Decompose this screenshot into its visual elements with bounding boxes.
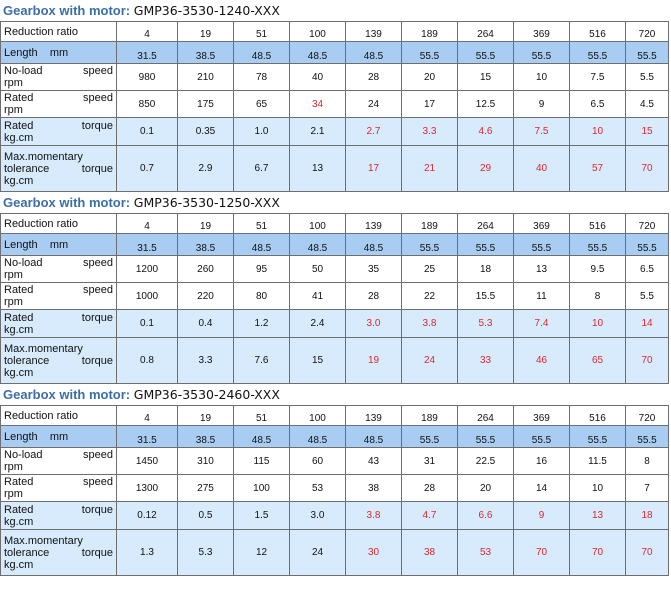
value-cell: 65 (570, 338, 626, 384)
value-cell: 100 (234, 475, 290, 502)
value-cell: 5.5 (626, 283, 669, 310)
value-cell: 20 (458, 475, 514, 502)
spec-section (0, 192, 671, 384)
length-row (1, 42, 669, 64)
value-cell: 18 (458, 256, 514, 283)
no-load-speed-row (1, 64, 669, 91)
value-cell: 38.5 (178, 426, 234, 448)
value-cell: 6.6 (458, 502, 514, 530)
value-cell: 4.6 (458, 118, 514, 146)
row-label: Rated speed rpm (1, 283, 117, 310)
value-cell: 5.5 (626, 64, 669, 91)
value-cell: 9 (514, 91, 570, 118)
no-load-speed-row (1, 256, 669, 283)
value-cell: 95 (234, 256, 290, 283)
value-cell: 2.1 (290, 118, 346, 146)
value-cell: 48.5 (346, 426, 402, 448)
value-cell: 264 (458, 214, 514, 234)
value-cell: 70 (626, 338, 669, 384)
value-cell: 0.8 (117, 338, 178, 384)
rated-speed-row (1, 91, 669, 118)
value-cell: 29 (458, 146, 514, 192)
section-title (0, 192, 671, 213)
spec-table (0, 21, 669, 192)
value-cell: 9 (514, 502, 570, 530)
value-cell: 7.4 (514, 310, 570, 338)
value-cell: 70 (626, 530, 669, 576)
value-cell: 4 (117, 22, 178, 42)
value-cell: 516 (570, 214, 626, 234)
value-cell: 14 (514, 475, 570, 502)
title-prefix: Gearbox with motor: (3, 195, 131, 210)
value-cell: 4 (117, 406, 178, 426)
value-cell: 22 (402, 283, 458, 310)
value-cell: 1.3 (117, 530, 178, 576)
section-title (0, 0, 671, 21)
value-cell: 28 (346, 283, 402, 310)
value-cell: 48.5 (346, 42, 402, 64)
row-label: Rated speed rpm (1, 475, 117, 502)
rated-torque-row (1, 502, 669, 530)
value-cell: 0.5 (178, 502, 234, 530)
value-cell: 0.4 (178, 310, 234, 338)
value-cell: 43 (346, 448, 402, 475)
value-cell: 22.5 (458, 448, 514, 475)
value-cell: 9.5 (570, 256, 626, 283)
reduction-ratio-row (1, 22, 669, 42)
value-cell: 55.5 (458, 234, 514, 256)
value-cell: 55.5 (514, 42, 570, 64)
value-cell: 516 (570, 22, 626, 42)
value-cell: 11.5 (570, 448, 626, 475)
value-cell: 65 (234, 91, 290, 118)
value-cell: 3.3 (402, 118, 458, 146)
value-cell: 48.5 (346, 234, 402, 256)
value-cell: 14 (626, 310, 669, 338)
row-label: Rated torque kg.cm (1, 310, 117, 338)
rated-torque-row (1, 118, 669, 146)
value-cell: 139 (346, 214, 402, 234)
value-cell: 19 (178, 214, 234, 234)
value-cell: 38 (402, 530, 458, 576)
value-cell: 7.5 (570, 64, 626, 91)
value-cell: 275 (178, 475, 234, 502)
value-cell: 1000 (117, 283, 178, 310)
model-number: GMP36-3530-1240-XXX (133, 3, 280, 18)
value-cell: 1200 (117, 256, 178, 283)
value-cell: 264 (458, 22, 514, 42)
value-cell: 7.6 (234, 338, 290, 384)
value-cell: 720 (626, 22, 669, 42)
value-cell: 980 (117, 64, 178, 91)
value-cell: 2.4 (290, 310, 346, 338)
max-momentary-torque-row (1, 146, 669, 192)
row-label: No-load speed rpm (1, 64, 117, 91)
value-cell: 38.5 (178, 42, 234, 64)
value-cell: 3.8 (402, 310, 458, 338)
reduction-ratio-row (1, 406, 669, 426)
value-cell: 70 (570, 530, 626, 576)
value-cell: 1450 (117, 448, 178, 475)
value-cell: 3.0 (346, 310, 402, 338)
title-prefix: Gearbox with motor: (3, 387, 131, 402)
value-cell: 310 (178, 448, 234, 475)
value-cell: 0.1 (117, 118, 178, 146)
value-cell: 60 (290, 448, 346, 475)
row-label: Max.momentary tolerance torque kg.cm (1, 530, 117, 576)
value-cell: 5.3 (458, 310, 514, 338)
value-cell: 55.5 (514, 234, 570, 256)
value-cell: 8 (570, 283, 626, 310)
value-cell: 24 (402, 338, 458, 384)
value-cell: 51 (234, 214, 290, 234)
row-label: No-load speed rpm (1, 256, 117, 283)
max-momentary-torque-row (1, 530, 669, 576)
value-cell: 13 (570, 502, 626, 530)
value-cell: 369 (514, 406, 570, 426)
reduction-ratio-row (1, 214, 669, 234)
value-cell: 100 (290, 406, 346, 426)
value-cell: 55.5 (626, 426, 669, 448)
spec-section (0, 384, 671, 576)
no-load-speed-row (1, 448, 669, 475)
row-label: Reduction ratio (1, 22, 117, 42)
value-cell: 1.0 (234, 118, 290, 146)
value-cell: 264 (458, 406, 514, 426)
value-cell: 3.3 (178, 338, 234, 384)
row-label: Length mm (1, 42, 117, 64)
value-cell: 2.9 (178, 146, 234, 192)
value-cell: 12 (234, 530, 290, 576)
value-cell: 369 (514, 22, 570, 42)
value-cell: 51 (234, 22, 290, 42)
value-cell: 55.5 (570, 234, 626, 256)
rated-speed-row (1, 283, 669, 310)
value-cell: 3.8 (346, 502, 402, 530)
value-cell: 38 (346, 475, 402, 502)
value-cell: 80 (234, 283, 290, 310)
value-cell: 189 (402, 406, 458, 426)
value-cell: 24 (346, 91, 402, 118)
value-cell: 70 (514, 530, 570, 576)
model-number: GMP36-3530-1250-XXX (133, 195, 280, 210)
value-cell: 48.5 (290, 42, 346, 64)
spec-section (0, 0, 671, 192)
value-cell: 4.7 (402, 502, 458, 530)
value-cell: 41 (290, 283, 346, 310)
value-cell: 55.5 (402, 234, 458, 256)
row-label: Reduction ratio (1, 406, 117, 426)
value-cell: 21 (402, 146, 458, 192)
value-cell: 18 (626, 502, 669, 530)
value-cell: 57 (570, 146, 626, 192)
value-cell: 15 (458, 64, 514, 91)
value-cell: 3.0 (290, 502, 346, 530)
row-label: Length mm (1, 426, 117, 448)
value-cell: 55.5 (402, 42, 458, 64)
value-cell: 139 (346, 22, 402, 42)
value-cell: 55.5 (402, 426, 458, 448)
value-cell: 0.35 (178, 118, 234, 146)
value-cell: 175 (178, 91, 234, 118)
value-cell: 1.5 (234, 502, 290, 530)
value-cell: 720 (626, 214, 669, 234)
value-cell: 189 (402, 22, 458, 42)
value-cell: 48.5 (290, 426, 346, 448)
value-cell: 55.5 (570, 426, 626, 448)
value-cell: 17 (346, 146, 402, 192)
value-cell: 48.5 (290, 234, 346, 256)
value-cell: 4 (117, 214, 178, 234)
value-cell: 48.5 (234, 234, 290, 256)
value-cell: 11 (514, 283, 570, 310)
value-cell: 8 (626, 448, 669, 475)
value-cell: 19 (178, 22, 234, 42)
value-cell: 55.5 (458, 426, 514, 448)
value-cell: 55.5 (458, 42, 514, 64)
value-cell: 100 (290, 214, 346, 234)
value-cell: 0.1 (117, 310, 178, 338)
value-cell: 38.5 (178, 234, 234, 256)
value-cell: 369 (514, 214, 570, 234)
value-cell: 6.5 (626, 256, 669, 283)
value-cell: 15 (290, 338, 346, 384)
value-cell: 10 (514, 64, 570, 91)
value-cell: 53 (290, 475, 346, 502)
value-cell: 28 (346, 64, 402, 91)
value-cell: 139 (346, 406, 402, 426)
value-cell: 40 (290, 64, 346, 91)
value-cell: 28 (402, 475, 458, 502)
value-cell: 12.5 (458, 91, 514, 118)
value-cell: 15.5 (458, 283, 514, 310)
section-title (0, 384, 671, 405)
value-cell: 19 (178, 406, 234, 426)
value-cell: 40 (514, 146, 570, 192)
value-cell: 55.5 (626, 234, 669, 256)
value-cell: 31 (402, 448, 458, 475)
value-cell: 10 (570, 118, 626, 146)
row-label: Rated torque kg.cm (1, 502, 117, 530)
value-cell: 30 (346, 530, 402, 576)
value-cell: 55.5 (570, 42, 626, 64)
value-cell: 48.5 (234, 42, 290, 64)
value-cell: 50 (290, 256, 346, 283)
value-cell: 7.5 (514, 118, 570, 146)
rated-speed-row (1, 475, 669, 502)
row-label: Length mm (1, 234, 117, 256)
value-cell: 210 (178, 64, 234, 91)
value-cell: 34 (290, 91, 346, 118)
spec-table (0, 405, 669, 576)
value-cell: 1300 (117, 475, 178, 502)
value-cell: 13 (514, 256, 570, 283)
value-cell: 6.5 (570, 91, 626, 118)
value-cell: 33 (458, 338, 514, 384)
rated-torque-row (1, 310, 669, 338)
value-cell: 1.2 (234, 310, 290, 338)
value-cell: 5.3 (178, 530, 234, 576)
value-cell: 0.12 (117, 502, 178, 530)
value-cell: 0.7 (117, 146, 178, 192)
row-label: Rated torque kg.cm (1, 118, 117, 146)
value-cell: 10 (570, 310, 626, 338)
value-cell: 31.5 (117, 42, 178, 64)
max-momentary-torque-row (1, 338, 669, 384)
value-cell: 51 (234, 406, 290, 426)
value-cell: 55.5 (514, 426, 570, 448)
spec-table (0, 213, 669, 384)
value-cell: 189 (402, 214, 458, 234)
value-cell: 4.5 (626, 91, 669, 118)
value-cell: 25 (402, 256, 458, 283)
value-cell: 100 (290, 22, 346, 42)
value-cell: 31.5 (117, 426, 178, 448)
value-cell: 20 (402, 64, 458, 91)
value-cell: 220 (178, 283, 234, 310)
value-cell: 31.5 (117, 234, 178, 256)
value-cell: 17 (402, 91, 458, 118)
value-cell: 260 (178, 256, 234, 283)
row-label: Reduction ratio (1, 214, 117, 234)
value-cell: 115 (234, 448, 290, 475)
value-cell: 35 (346, 256, 402, 283)
value-cell: 24 (290, 530, 346, 576)
value-cell: 46 (514, 338, 570, 384)
value-cell: 13 (290, 146, 346, 192)
value-cell: 2.7 (346, 118, 402, 146)
value-cell: 70 (626, 146, 669, 192)
row-label: Max.momentary tolerance torque kg.cm (1, 146, 117, 192)
value-cell: 7 (626, 475, 669, 502)
title-prefix: Gearbox with motor: (3, 3, 131, 18)
value-cell: 19 (346, 338, 402, 384)
value-cell: 6.7 (234, 146, 290, 192)
value-cell: 850 (117, 91, 178, 118)
value-cell: 53 (458, 530, 514, 576)
value-cell: 516 (570, 406, 626, 426)
value-cell: 10 (570, 475, 626, 502)
value-cell: 55.5 (626, 42, 669, 64)
row-label: Max.momentary tolerance torque kg.cm (1, 338, 117, 384)
value-cell: 48.5 (234, 426, 290, 448)
value-cell: 16 (514, 448, 570, 475)
value-cell: 15 (626, 118, 669, 146)
length-row (1, 234, 669, 256)
row-label: No-load speed rpm (1, 448, 117, 475)
row-label: Rated speed rpm (1, 91, 117, 118)
value-cell: 720 (626, 406, 669, 426)
value-cell: 78 (234, 64, 290, 91)
length-row (1, 426, 669, 448)
model-number: GMP36-3530-2460-XXX (133, 387, 280, 402)
